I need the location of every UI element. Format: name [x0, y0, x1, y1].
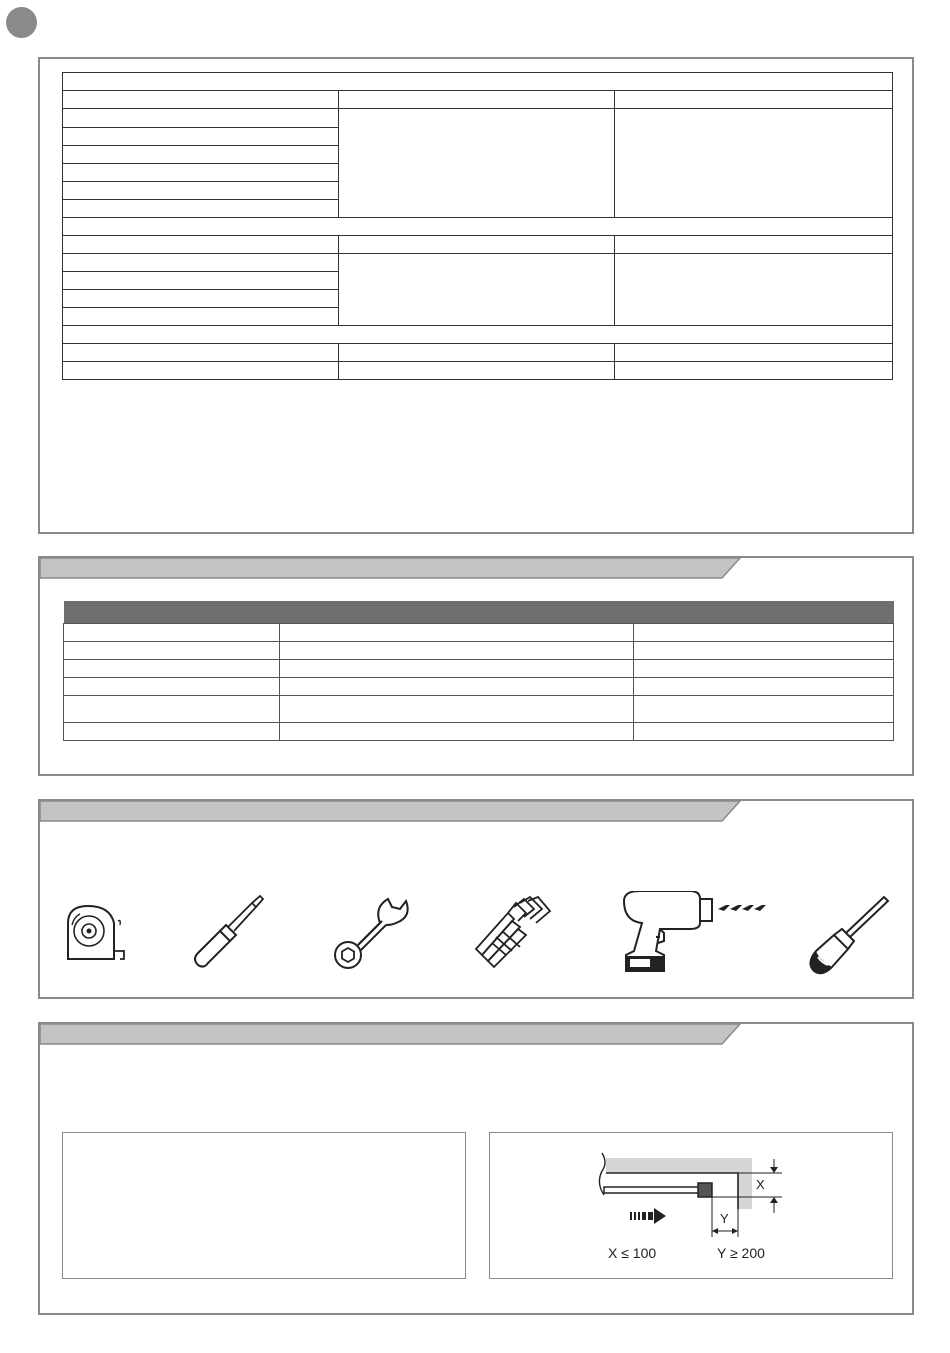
page-number-badge — [6, 7, 37, 38]
table-row — [64, 660, 894, 678]
package-contents-panel — [38, 556, 914, 776]
table-row — [64, 642, 894, 660]
drill-icon — [620, 891, 770, 981]
section-header-bar — [40, 558, 740, 580]
table-row — [63, 326, 893, 344]
table-row — [63, 344, 893, 362]
table-row — [64, 624, 894, 642]
table-row — [63, 73, 893, 91]
x-condition-label: X ≤ 100 — [608, 1245, 657, 1261]
table-row — [63, 362, 893, 380]
clearance-diagram — [490, 1133, 892, 1278]
package-contents-table — [63, 601, 894, 741]
installation-checks-panel — [38, 1022, 914, 1315]
x-dimension-label: X — [756, 1177, 765, 1192]
table-header-row — [64, 601, 894, 624]
specifications-panel — [38, 57, 914, 534]
table-row — [63, 236, 893, 254]
required-tools-panel — [38, 799, 914, 999]
phillips-screwdriver-icon — [806, 891, 896, 976]
table-row — [64, 723, 894, 741]
table-row — [63, 109, 893, 128]
table-row — [64, 696, 894, 723]
screwdriver-icon — [190, 893, 275, 973]
hex-key-set-icon — [472, 893, 562, 973]
wrench-icon — [330, 893, 415, 973]
table-row — [63, 91, 893, 109]
section-header-bar — [40, 801, 740, 823]
table-row — [64, 678, 894, 696]
figure-box-left — [62, 1132, 466, 1279]
y-condition-label: Y ≥ 200 — [717, 1245, 765, 1261]
specifications-table — [62, 72, 893, 380]
table-row — [63, 218, 893, 236]
y-dimension-label: Y — [720, 1211, 729, 1226]
section-header-bar — [40, 1024, 740, 1046]
table-row — [63, 254, 893, 272]
tape-measure-icon — [58, 901, 138, 966]
figure-box-right — [489, 1132, 893, 1279]
